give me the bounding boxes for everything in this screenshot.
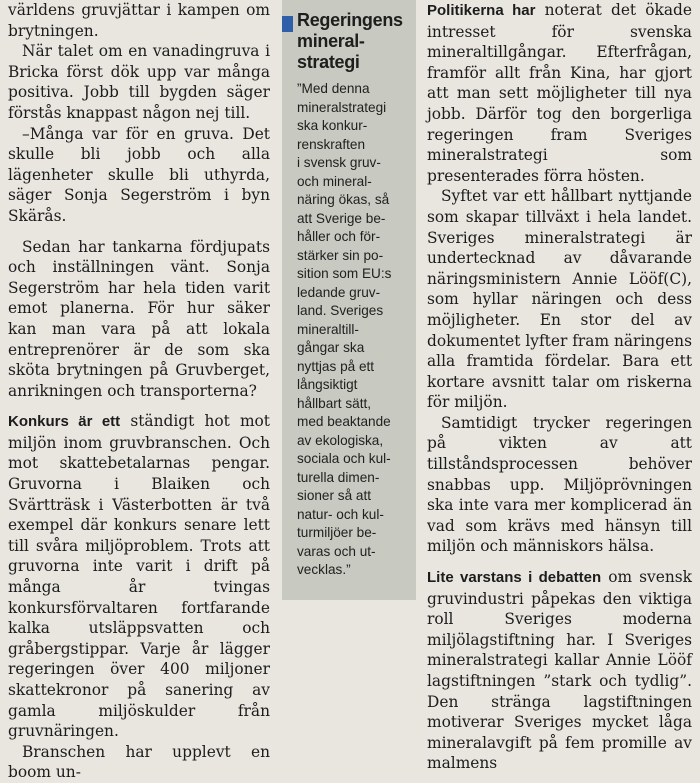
paragraph-text: noterat det ökade intresset för svenska mineraltillgångar. Efterfrågan, framför allt från Kina, har gjort att man sett möjligheter till nya jobb. Därför tog den borgerliga regeringen fram Sveriges mineralstrategi som presenterades förra hösten. bbox=[427, 1, 692, 185]
fact-box-line: håller och för- bbox=[297, 229, 381, 244]
fact-box-line: ledande gruv- bbox=[297, 284, 381, 300]
fact-box-line: turella dimen- bbox=[297, 469, 380, 485]
fact-box bbox=[282, 0, 416, 600]
fact-box-line: näring ökas, så bbox=[297, 192, 390, 207]
fact-box-line: sioner så att bbox=[297, 488, 372, 503]
fact-box-line: sociala och kul- bbox=[297, 451, 391, 466]
fact-box-line: natur- och kul- bbox=[297, 506, 384, 522]
fact-box-line: land. Sveriges bbox=[297, 303, 384, 318]
square-icon bbox=[282, 16, 293, 32]
fact-box-quote bbox=[297, 80, 413, 580]
paragraph-lead: Lite varstans i debatten bbox=[427, 569, 602, 587]
paragraph: världens gruvjättar i kampen om brytningen. bbox=[8, 1, 270, 40]
paragraph: Branschen har upplevt en boom un- bbox=[8, 742, 270, 782]
fact-box-line: hållbart sätt, bbox=[297, 395, 372, 411]
fact-box-line: långsiktigt bbox=[297, 377, 358, 392]
fact-box-line: stärker sin po- bbox=[297, 247, 384, 263]
paragraph: Sedan har tankarna fördjupats och inställningen vänt. Sonja Segerström har hela tiden varit emot planerna. För hur säker kan man vara på att lokala entreprenörer är de som ska sköta brytningen på Gruvberget, anrikningen och transporterna? bbox=[8, 237, 270, 400]
fact-box-line: mineralstrategi bbox=[297, 99, 387, 115]
fact-box-line: sition som EU:s bbox=[297, 266, 392, 281]
fact-box-line: mineraltill- bbox=[297, 321, 359, 337]
paragraph: Syftet var ett hållbart nyttjande som skapar tillväxt i hela landet. Sveriges mineralstrategi är undertecknad av dåvarande näringsministern Annie Lööf(C), som hyllar näringen och dess möjligheter. En stor del av dokumentet lyfter fram näringens alla framtida fördelar. Bara ett kortare avsnitt talar om riskerna för miljön. bbox=[427, 187, 692, 412]
fact-box-line: turmiljöer be- bbox=[297, 525, 377, 540]
paragraph: Samtidigt trycker regeringen på vikten av att tillståndsprocessen behöver snabbas upp. Miljöprövningen ska inte vara mer komplicerad än vad som krävs med hänsyn till miljön och människors hälsa. bbox=[427, 413, 692, 556]
article-right-column bbox=[427, 0, 692, 774]
paragraph-text: om svensk gruvindustri påpekas den viktiga roll Sveriges moderna miljölagstiftning har. I Sveriges mineralstrategi kallar Annie Lööf lagstiftningen ”stark och tydlig”. Den stränga lagstiftningen motiverar Sveriges mycket låga mineralavgift på fem promille av malmens bbox=[427, 568, 692, 773]
paragraph-text: ständigt hot mot miljön inom gruvbranschen. Och mot skattebetalarnas pengar. Gruvorna i Blaiken och Svärtträsk i Västerbotten är två exempel där konkurs senare lett till svåra miljöproblem. Trots att gruvorna inte varit i drift på många år tvingas konkursförvaltaren fortfarande kalka utsläppsvatten och gråbergstippar. Varje år lägger regeringen över 400 miljoner skattekronor på sanering av gamla miljöskulder från gruvnäringen. bbox=[8, 412, 270, 741]
fact-box-title: Regeringens mineral-strategi bbox=[297, 10, 403, 72]
fact-box-line: renskraften bbox=[297, 136, 366, 152]
fact-box-line: i svensk gruv- bbox=[297, 155, 381, 170]
fact-box-line: nyttjas på ett bbox=[297, 358, 375, 374]
fact-box-line: ”Med denna bbox=[297, 81, 370, 96]
paragraph bbox=[427, 0, 692, 186]
paragraph: –Många var för en gruva. Det skulle bli jobb och alla lägenheter skulle bli uthyrda, säger Sonja Segerström i byn Skärås. bbox=[8, 124, 270, 225]
article-left-column bbox=[8, 0, 270, 783]
paragraph-lead: Konkurs är ett bbox=[8, 413, 121, 431]
fact-box-line: ska konkur- bbox=[297, 118, 368, 133]
fact-box-line: vecklas.” bbox=[297, 562, 351, 577]
fact-box-line: gångar ska bbox=[297, 340, 365, 355]
paragraph-lead: Politikerna har bbox=[427, 2, 536, 19]
paragraph: När talet om en vanadingruva i Bricka först dök upp var många positiva. Jobb till bygden säger förstås knappast någon nej till. bbox=[8, 42, 270, 122]
fact-box-line: och mineral- bbox=[297, 173, 372, 189]
fact-box-line: med beaktande bbox=[297, 414, 391, 429]
fact-box-line: av ekologiska, bbox=[297, 432, 384, 448]
paragraph bbox=[427, 567, 692, 774]
fact-box-line: att Sverige be- bbox=[297, 210, 386, 226]
paragraph bbox=[8, 411, 270, 742]
fact-box-line: varas och ut- bbox=[297, 543, 376, 559]
